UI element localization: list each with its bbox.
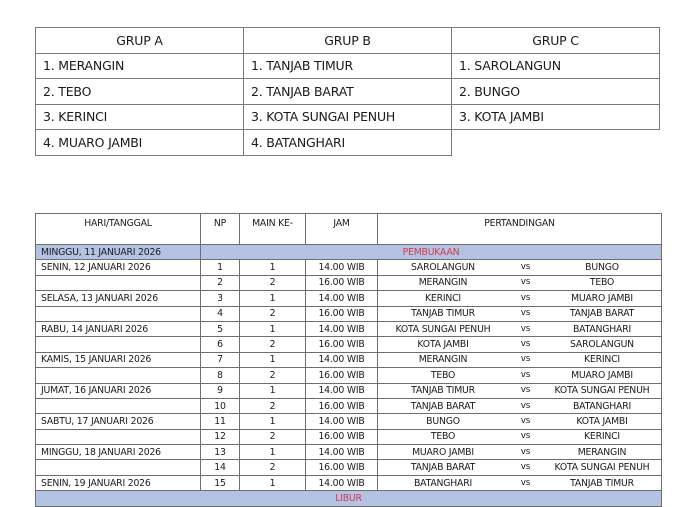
away-team: TANJAB BARAT [569, 308, 635, 320]
home-team: TEBO [430, 369, 456, 381]
match-fixture [378, 352, 662, 367]
away-team: SAROLANGUN [570, 339, 634, 351]
rest-note: LIBUR [36, 491, 662, 506]
match-time: 14.00 WIB [306, 291, 378, 306]
away-team: KOTA SUNGAI PENUH [554, 385, 650, 397]
away-team: BATANGHARI [572, 323, 632, 335]
group-row [36, 104, 660, 130]
match-row [36, 291, 662, 306]
match-time: 14.00 WIB [306, 321, 378, 336]
away-team: MUARO JAMBI [571, 369, 633, 381]
match-day: KAMIS, 15 JANUARI 2026 [36, 352, 201, 367]
rest-row [36, 491, 662, 506]
match-fixture [378, 306, 662, 321]
match-main-ke: 2 [240, 398, 306, 413]
match-np: 2 [201, 275, 240, 290]
vs-label: vs [520, 462, 531, 473]
home-team: TANJAB TIMUR [411, 385, 475, 397]
match-np: 8 [201, 368, 240, 383]
match-fixture [378, 383, 662, 398]
match-time: 14.00 WIB [306, 260, 378, 275]
match-day [36, 306, 201, 321]
match-main-ke: 1 [240, 291, 306, 306]
group-row [36, 79, 660, 105]
vs-label: vs [520, 369, 531, 380]
match-time: 14.00 WIB [306, 475, 378, 490]
home-team: KOTA JAMBI [417, 339, 469, 351]
match-np: 12 [201, 429, 240, 444]
vs-label: vs [520, 277, 531, 288]
group-team: 3. KERINCI [36, 104, 244, 130]
match-fixture [378, 291, 662, 306]
header-main-ke: MAIN KE- [240, 214, 306, 245]
home-team: BUNGO [426, 415, 460, 427]
match-main-ke: 2 [240, 429, 306, 444]
opening-row [36, 245, 662, 260]
match-main-ke: 1 [240, 383, 306, 398]
home-team: TANJAB BARAT [410, 400, 476, 412]
away-team: KERINCI [584, 431, 620, 443]
match-time: 16.00 WIB [306, 337, 378, 352]
match-row [36, 383, 662, 398]
header-day: HARI/TANGGAL [36, 214, 201, 245]
match-fixture [378, 445, 662, 460]
match-main-ke: 1 [240, 475, 306, 490]
group-header: GRUP C [452, 28, 660, 54]
group-team: 2. TEBO [36, 79, 244, 105]
group-table [35, 27, 660, 156]
match-fixture [378, 260, 662, 275]
match-main-ke: 2 [240, 275, 306, 290]
home-team: KERINCI [425, 292, 461, 304]
vs-label: vs [520, 354, 531, 365]
away-team: TANJAB TIMUR [570, 477, 634, 489]
header-jam: JAM [306, 214, 378, 245]
match-np: 5 [201, 321, 240, 336]
match-np: 6 [201, 337, 240, 352]
match-fixture [378, 475, 662, 490]
group-team: 3. KOTA SUNGAI PENUH [244, 104, 452, 130]
match-row [36, 460, 662, 475]
group-row [36, 130, 660, 156]
vs-label: vs [520, 431, 531, 442]
match-day [36, 398, 201, 413]
away-team: BATANGHARI [572, 400, 632, 412]
home-team: KOTA SUNGAI PENUH [395, 323, 491, 335]
away-team: KOTA SUNGAI PENUH [554, 462, 650, 474]
group-header-row [36, 28, 660, 54]
match-row [36, 260, 662, 275]
match-main-ke: 1 [240, 260, 306, 275]
vs-label: vs [520, 477, 531, 488]
match-fixture [378, 368, 662, 383]
group-header: GRUP B [244, 28, 452, 54]
vs-label: vs [520, 323, 531, 334]
match-main-ke: 1 [240, 445, 306, 460]
vs-label: vs [520, 415, 531, 426]
group-team: 4. MUARO JAMBI [36, 130, 244, 156]
group-team: 3. KOTA JAMBI [452, 104, 660, 130]
group-team: 2. BUNGO [452, 79, 660, 105]
match-fixture [378, 321, 662, 336]
away-team: MERANGIN [577, 446, 627, 458]
match-day: SENIN, 19 JANUARI 2026 [36, 475, 201, 490]
match-row [36, 275, 662, 290]
match-row [36, 414, 662, 429]
group-team: 1. SAROLANGUN [452, 53, 660, 79]
match-main-ke: 1 [240, 414, 306, 429]
match-day [36, 368, 201, 383]
group-team: 1. TANJAB TIMUR [244, 53, 452, 79]
schedule-header-row [36, 214, 662, 245]
match-fixture [378, 460, 662, 475]
match-np: 14 [201, 460, 240, 475]
match-day: SELASA, 13 JANUARI 2026 [36, 291, 201, 306]
match-time: 16.00 WIB [306, 398, 378, 413]
match-time: 14.00 WIB [306, 445, 378, 460]
match-day: JUMAT, 16 JANUARI 2026 [36, 383, 201, 398]
away-team: MUARO JAMBI [571, 292, 633, 304]
match-main-ke: 2 [240, 460, 306, 475]
match-day [36, 429, 201, 444]
match-time: 16.00 WIB [306, 368, 378, 383]
schedule-table [35, 213, 662, 507]
vs-label: vs [520, 385, 531, 396]
header-match: PERTANDINGAN [378, 214, 662, 245]
match-time: 14.00 WIB [306, 352, 378, 367]
home-team: SAROLANGUN [411, 262, 475, 274]
match-time: 14.00 WIB [306, 414, 378, 429]
match-time: 16.00 WIB [306, 429, 378, 444]
match-np: 3 [201, 291, 240, 306]
match-np: 15 [201, 475, 240, 490]
match-fixture [378, 275, 662, 290]
match-np: 1 [201, 260, 240, 275]
match-day [36, 460, 201, 475]
match-fixture [378, 429, 662, 444]
match-np: 9 [201, 383, 240, 398]
match-day: SABTU, 17 JANUARI 2026 [36, 414, 201, 429]
match-np: 13 [201, 445, 240, 460]
group-header: GRUP A [36, 28, 244, 54]
group-empty-cell [452, 130, 660, 156]
group-team: 2. TANJAB BARAT [244, 79, 452, 105]
match-fixture [378, 337, 662, 352]
home-team: MUARO JAMBI [412, 446, 474, 458]
match-time: 16.00 WIB [306, 460, 378, 475]
match-row [36, 352, 662, 367]
vs-label: vs [520, 262, 531, 273]
match-row [36, 445, 662, 460]
home-team: BATANGHARI [413, 477, 473, 489]
match-time: 16.00 WIB [306, 275, 378, 290]
home-team: TANJAB BARAT [410, 462, 476, 474]
match-main-ke: 2 [240, 368, 306, 383]
away-team: BUNGO [585, 262, 619, 274]
match-row [36, 306, 662, 321]
match-time: 14.00 WIB [306, 383, 378, 398]
vs-label: vs [520, 339, 531, 350]
home-team: TEBO [430, 431, 456, 443]
group-row [36, 53, 660, 79]
match-np: 11 [201, 414, 240, 429]
group-team: 4. BATANGHARI [244, 130, 452, 156]
match-day: MINGGU, 18 JANUARI 2026 [36, 445, 201, 460]
vs-label: vs [520, 292, 531, 303]
match-np: 7 [201, 352, 240, 367]
match-row [36, 368, 662, 383]
opening-day: MINGGU, 11 JANUARI 2026 [36, 245, 201, 260]
match-fixture [378, 398, 662, 413]
match-day [36, 275, 201, 290]
match-row [36, 398, 662, 413]
vs-label: vs [520, 446, 531, 457]
match-np: 4 [201, 306, 240, 321]
vs-label: vs [520, 400, 531, 411]
match-day: RABU, 14 JANUARI 2026 [36, 321, 201, 336]
away-team: KERINCI [584, 354, 620, 366]
group-team: 1. MERANGIN [36, 53, 244, 79]
match-day [36, 337, 201, 352]
match-np: 10 [201, 398, 240, 413]
header-np: NP [201, 214, 240, 245]
match-row [36, 429, 662, 444]
match-main-ke: 2 [240, 306, 306, 321]
away-team: KOTA JAMBI [576, 415, 628, 427]
opening-note: PEMBUKAAN [201, 245, 662, 260]
away-team: TEBO [589, 277, 615, 289]
match-day: SENIN, 12 JANUARI 2026 [36, 260, 201, 275]
match-fixture [378, 414, 662, 429]
home-team: MERANGIN [418, 354, 468, 366]
match-main-ke: 1 [240, 321, 306, 336]
home-team: TANJAB TIMUR [411, 308, 475, 320]
home-team: MERANGIN [418, 277, 468, 289]
match-row [36, 475, 662, 490]
match-row [36, 321, 662, 336]
match-row [36, 337, 662, 352]
match-time: 16.00 WIB [306, 306, 378, 321]
vs-label: vs [520, 308, 531, 319]
match-main-ke: 1 [240, 352, 306, 367]
match-main-ke: 2 [240, 337, 306, 352]
